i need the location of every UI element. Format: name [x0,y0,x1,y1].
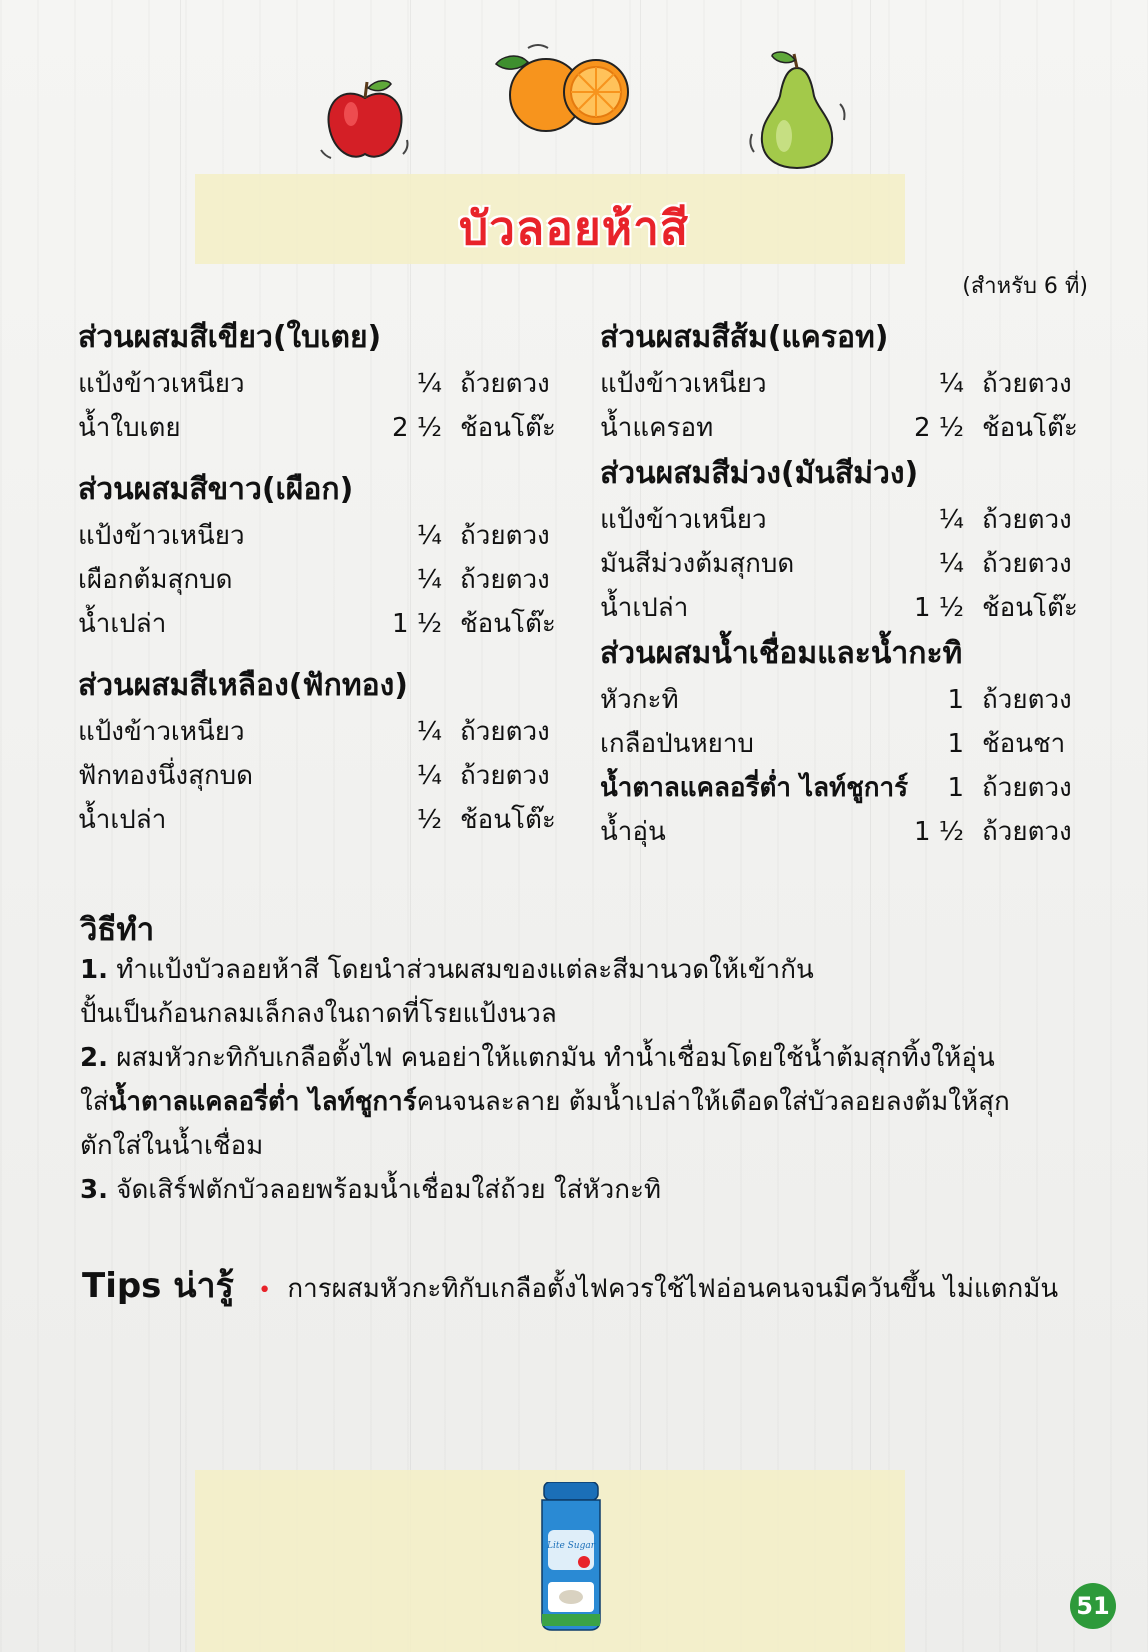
tips-heading: Tips น่ารู้ [82,1266,234,1306]
ingredient-qty: ¼ [416,521,442,551]
ingredient-qty: 2 ½ [913,413,964,443]
ingredient-row [78,514,568,558]
tips-section [82,1258,1058,1312]
step-text: ใส่ [80,1087,109,1117]
ingredient-row [78,710,568,754]
ingredient-qty: ¼ [938,369,964,399]
ingredient-qty: ½ [416,805,442,835]
ingredient-row [600,406,1090,450]
ingredient-row [600,498,1090,542]
ingredient-name: แป้งข้าวเหนียว [600,369,767,399]
ingredient-row [600,586,1090,630]
ingredient-qty: ¼ [416,717,442,747]
ingredient-unit: ช้อนโต๊ะ [460,413,556,443]
ingredient-qty: 1 [947,685,964,715]
ingredient-qty: 1 ½ [913,817,964,847]
step-text: ผสมหัวกะทิกับเกลือตั้งไฟ คนอย่าให้แตกมัน ทำน้ำเชื่อมโดยใช้น้ำต้มสุกทิ้งให้อุ่น [107,1043,995,1073]
ingredient-name: แป้งข้าวเหนียว [78,369,245,399]
section-heading: ส่วนผสมสีม่วง(มันสีม่วง) [600,456,919,491]
ingredient-unit: ช้อนชา [982,729,1066,759]
page-number: 51 [1070,1583,1116,1629]
ingredient-qty: ¼ [938,505,964,535]
step-text: คนจนละลาย ต้มน้ำเปล่าให้เดือดใส่บัวลอยลงต้มให้สุก [416,1087,1010,1117]
ingredient-name: ฟักทองนึ่งสุกบด [78,761,254,791]
ingredient-unit: ถ้วยตวง [982,369,1072,399]
ingredient-section [600,314,1090,450]
ingredient-name: แป้งข้าวเหนียว [600,505,767,535]
ingredient-unit: ถ้วยตวง [460,369,550,399]
section-heading: ส่วนผสมสีส้ม(แครอท) [600,320,889,355]
section-heading: ส่วนผสมสีเขียว(ใบเตย) [78,320,382,355]
ingredients-left-column [78,314,568,842]
ingredient-unit: ช้อนโต๊ะ [460,609,556,639]
ingredient-row [600,766,1090,810]
method-steps [80,948,1040,1212]
recipe-title: บัวลอยห้าสี [458,201,690,255]
method-step-1 [80,948,1040,1036]
ingredient-qty: 1 ½ [913,593,964,623]
ingredient-unit: ช้อนโต๊ะ [460,805,556,835]
ingredient-name: น้ำอุ่น [600,817,666,847]
bullet-icon: • [258,1278,272,1303]
ingredient-unit: ถ้วยตวง [460,717,550,747]
ingredient-name: น้ำเปล่า [78,609,167,639]
ingredient-qty: 1 ½ [391,609,442,639]
ingredient-name: น้ำตาลแคลอรี่ต่ำ ไลท์ชูการ์ [600,773,909,803]
ingredient-unit: ถ้วยตวง [982,773,1072,803]
step-number: 3. [80,1175,108,1205]
orange-icon [488,40,643,140]
ingredient-name: มันสีม่วงต้มสุกบด [600,549,795,579]
ingredient-row [600,810,1090,854]
sweetener-bottle-icon [538,1482,604,1632]
ingredient-name: หัวกะทิ [600,685,679,715]
pear-icon [742,44,852,174]
tips-text: การผสมหัวกะทิกับเกลือตั้งไฟควรใช้ไฟอ่อนคนจนมีควันขึ้น ไม่แตกมัน [287,1274,1059,1304]
ingredient-name: แป้งข้าวเหนียว [78,521,245,551]
ingredient-unit: ช้อนโต๊ะ [982,593,1078,623]
ingredient-qty: ¼ [416,369,442,399]
ingredient-row [78,558,568,602]
ingredient-row [600,678,1090,722]
bottle-label: Lite Sugar [546,1541,596,1551]
ingredient-qty: 2 ½ [391,413,442,443]
ingredient-unit: ถ้วยตวง [460,521,550,551]
ingredient-name: เผือกต้มสุกบด [78,565,233,595]
step-text: ทำแป้งบัวลอยห้าสี โดยนำส่วนผสมของแต่ละสีมานวดให้เข้ากัน [107,955,814,985]
method-step-3 [80,1168,1040,1212]
ingredient-row [78,798,568,842]
ingredient-unit: ถ้วยตวง [982,505,1072,535]
method-heading: วิธีทำ [80,912,155,948]
ingredient-unit: ถ้วยตวง [460,761,550,791]
ingredient-section [78,662,568,842]
ingredient-section [600,450,1090,630]
step-text: จัดเสิร์ฟตักบัวลอยพร้อมน้ำเชื่อมใส่ถ้วย ใส่หัวกะทิ [107,1175,662,1205]
section-heading: ส่วนผสมน้ำเชื่อมและน้ำกะทิ [600,636,963,671]
step-number: 2. [80,1043,108,1073]
ingredient-section [78,314,568,450]
product-name: น้ำตาลแคลอรี่ต่ำ ไลท์ชูการ์ [108,1087,417,1117]
ingredient-name: แป้งข้าวเหนียว [78,717,245,747]
ingredient-unit: ถ้วยตวง [460,565,550,595]
ingredient-unit: ถ้วยตวง [982,817,1072,847]
ingredient-row [600,542,1090,586]
step-number: 1. [80,955,108,985]
ingredient-qty: ¼ [416,761,442,791]
apple-icon [315,70,415,170]
ingredient-unit: ถ้วยตวง [982,685,1072,715]
ingredient-row [600,722,1090,766]
ingredient-row [78,754,568,798]
ingredient-qty: 1 [947,773,964,803]
step-text: ปั้นเป็นก้อนกลมเล็กลงในถาดที่โรยแป้งนวล [80,999,557,1029]
ingredient-unit: ช้อนโต๊ะ [982,413,1078,443]
ingredient-name: เกลือป่นหยาบ [600,729,754,759]
ingredient-qty: 1 [947,729,964,759]
ingredient-qty: ¼ [938,549,964,579]
ingredients-right-column [600,314,1090,854]
ingredient-row [78,362,568,406]
ingredient-qty: ¼ [416,565,442,595]
section-heading: ส่วนผสมสีเหลือง(ฟักทอง) [78,668,408,703]
ingredient-row [600,362,1090,406]
ingredient-row [78,602,568,646]
ingredient-name: น้ำแครอท [600,413,714,443]
section-heading: ส่วนผสมสีขาว(เผือก) [78,472,354,507]
ingredient-name: น้ำใบเตย [78,413,181,443]
method-step-2 [80,1036,1040,1168]
ingredient-name: น้ำเปล่า [600,593,689,623]
ingredient-unit: ถ้วยตวง [982,549,1072,579]
ingredient-row [78,406,568,450]
ingredient-section [78,466,568,646]
step-text: ตักใส่ในน้ำเชื่อม [80,1131,264,1161]
ingredient-name: น้ำเปล่า [78,805,167,835]
ingredient-section [600,630,1090,854]
serving-size: (สำหรับ 6 ที่) [962,274,1088,299]
